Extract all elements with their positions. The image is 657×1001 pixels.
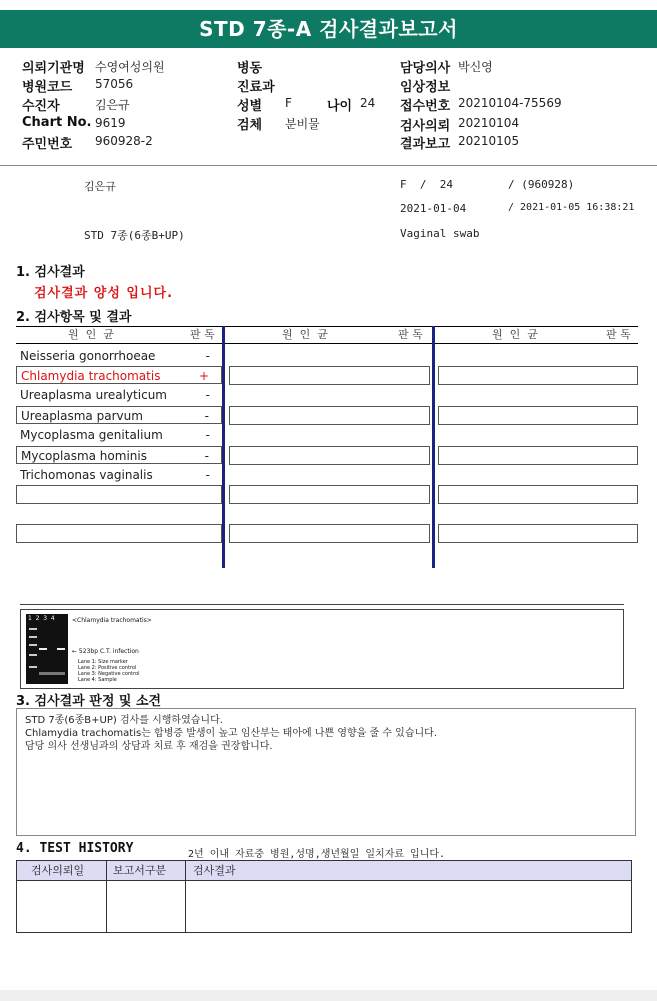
organism-row <box>16 386 222 404</box>
hospital-code-label: 병원코드 <box>22 80 73 95</box>
organism-name: Ureaplasma parvum <box>21 409 143 423</box>
history-note: 2년 이내 자료중 병원,성명,생년월일 일치자료 입니다. <box>188 849 446 860</box>
section-history-title: 4. TEST HISTORY <box>16 841 134 856</box>
organism-name: Mycoplasma hominis <box>21 449 147 463</box>
empty-row <box>229 524 430 543</box>
organism-result: - <box>204 449 209 463</box>
col3-organism-head: 원 인 균 <box>492 328 538 341</box>
gel-lane4-label: Lane 4: Sample <box>78 677 117 683</box>
gel-band <box>29 666 37 668</box>
opinion-line: STD 7종(6종B+UP) 검사를 시행하였습니다. <box>25 715 223 726</box>
column-divider-2 <box>432 326 435 568</box>
organism-result: - <box>204 409 209 423</box>
gel-divider <box>20 604 624 605</box>
sub-date-request: 2021-01-04 <box>400 202 467 215</box>
opinion-box <box>16 708 636 836</box>
organism-result: - <box>205 468 210 482</box>
doctor-value: 박신영 <box>458 60 493 74</box>
gel-band <box>39 648 47 650</box>
gel-band <box>29 636 37 638</box>
history-table <box>16 860 632 933</box>
rrn-value: 960928-2 <box>95 134 153 148</box>
clinical-label: 임상정보 <box>400 80 451 95</box>
header-divider <box>0 165 657 166</box>
gel-band <box>39 672 65 675</box>
positive-message: 검사결과 양성 입니다. <box>34 286 174 301</box>
organism-name: Trichomonas vaginalis <box>20 468 153 482</box>
rrn-label: 주민번호 <box>22 137 73 152</box>
col1-result-head: 판 독 <box>190 328 215 341</box>
specimen-value: 분비물 <box>285 117 320 131</box>
col1-organism-head: 원 인 균 <box>68 328 114 341</box>
organism-row <box>16 426 222 444</box>
sub-date-report: / 2021-01-05 16:38:21 <box>508 202 635 213</box>
empty-row <box>229 366 430 385</box>
organism-row <box>16 446 222 464</box>
sub-sex-age: F / 24 <box>400 178 453 191</box>
organism-row <box>16 466 222 484</box>
organism-result: - <box>205 388 210 402</box>
section-items-title: 2. 검사항목 및 결과 <box>16 310 132 325</box>
col2-result-head: 판 독 <box>398 328 423 341</box>
sub-birth: / (960928) <box>508 178 575 191</box>
organism-result: + <box>198 369 209 383</box>
doctor-label: 담당의사 <box>400 61 451 76</box>
receipt-label: 접수번호 <box>400 99 451 114</box>
col3-result-head: 판 독 <box>606 328 631 341</box>
empty-row <box>438 524 638 543</box>
organism-name: Chlamydia trachomatis <box>21 369 161 383</box>
opinion-line: Chlamydia trachomatis는 합병증 발생이 높고 임산부는 태아에 나쁜 영향을 줄 수 있습니다. <box>25 728 437 739</box>
gel-band <box>29 644 37 646</box>
empty-row <box>438 485 638 504</box>
sex-label: 성별 <box>237 99 263 114</box>
chart-no-value: 9619 <box>95 116 126 130</box>
organism-name: Neisseria gonorrhoeae <box>20 349 156 363</box>
organism-row <box>16 347 222 365</box>
empty-row <box>16 524 222 543</box>
chart-no-label: Chart No. <box>22 115 92 130</box>
gel-image <box>26 614 68 684</box>
empty-row <box>229 406 430 425</box>
specimen-label: 검체 <box>237 118 263 133</box>
history-col-divider <box>106 861 107 932</box>
reported-value: 20210105 <box>458 134 520 148</box>
gel-lane3-label: Lane 3: Negative control <box>78 671 140 677</box>
empty-row <box>16 485 222 504</box>
section-opinion-title: 3. 검사결과 판정 및 소견 <box>16 694 162 709</box>
opinion-line: 담당 의사 선생님과의 상담과 치료 후 재검을 권장합니다. <box>25 741 273 752</box>
gel-title: <Chlamydia trachomatis> <box>72 617 152 624</box>
empty-row <box>438 366 638 385</box>
institution-label: 의뢰기관명 <box>22 61 85 76</box>
organism-row-positive <box>16 366 222 384</box>
history-col-result: 검사결과 <box>193 864 236 877</box>
table-head-line <box>16 343 638 344</box>
report-title: STD 7종-A 검사결과보고서 <box>0 10 657 48</box>
collector-label: 수진자 <box>22 99 60 114</box>
gel-arrow-label: ← 523bp C.T. infection <box>72 648 139 655</box>
organism-result: - <box>205 349 210 363</box>
sex-value: F <box>285 96 292 110</box>
gel-band <box>57 648 65 650</box>
age-label: 나이 <box>327 99 353 114</box>
organism-name: Mycoplasma genitalium <box>20 428 163 442</box>
history-col-divider <box>185 861 186 932</box>
gel-band <box>29 654 37 656</box>
organism-result: - <box>205 428 210 442</box>
history-col-request-date: 검사의뢰일 <box>31 864 85 877</box>
reported-label: 결과보고 <box>400 137 451 152</box>
empty-row <box>229 485 430 504</box>
column-divider-1 <box>222 326 225 568</box>
ward-label: 병동 <box>237 61 263 76</box>
gel-band <box>29 628 37 630</box>
empty-row <box>229 446 430 465</box>
institution-value: 수영여성의원 <box>95 60 165 74</box>
sub-specimen: Vaginal swab <box>400 227 480 240</box>
receipt-value: 20210104-75569 <box>458 96 562 110</box>
empty-row <box>438 446 638 465</box>
requested-value: 20210104 <box>458 116 520 130</box>
organism-row <box>16 406 222 424</box>
collector-value: 김은규 <box>95 98 130 112</box>
gel-lane1-label: Lane 1: Size marker <box>78 659 128 665</box>
dept-label: 진료과 <box>237 80 275 95</box>
sub-test-name: STD 7종(6종B+UP) <box>84 229 185 242</box>
sub-name: 김은규 <box>84 180 116 193</box>
age-value: 24 <box>360 96 376 110</box>
empty-row <box>438 406 638 425</box>
section-result-title: 1. 검사결과 <box>16 265 85 280</box>
gel-lane-numbers: 1 2 3 4 <box>28 615 55 622</box>
col2-organism-head: 원 인 균 <box>282 328 328 341</box>
gel-lane2-label: Lane 2: Positive control <box>78 665 137 671</box>
history-col-report-type: 보고서구분 <box>113 864 167 877</box>
hospital-code-value: 57056 <box>95 77 134 91</box>
requested-label: 검사의뢰 <box>400 119 451 134</box>
history-header <box>17 861 631 881</box>
organism-name: Ureaplasma urealyticum <box>20 388 167 402</box>
